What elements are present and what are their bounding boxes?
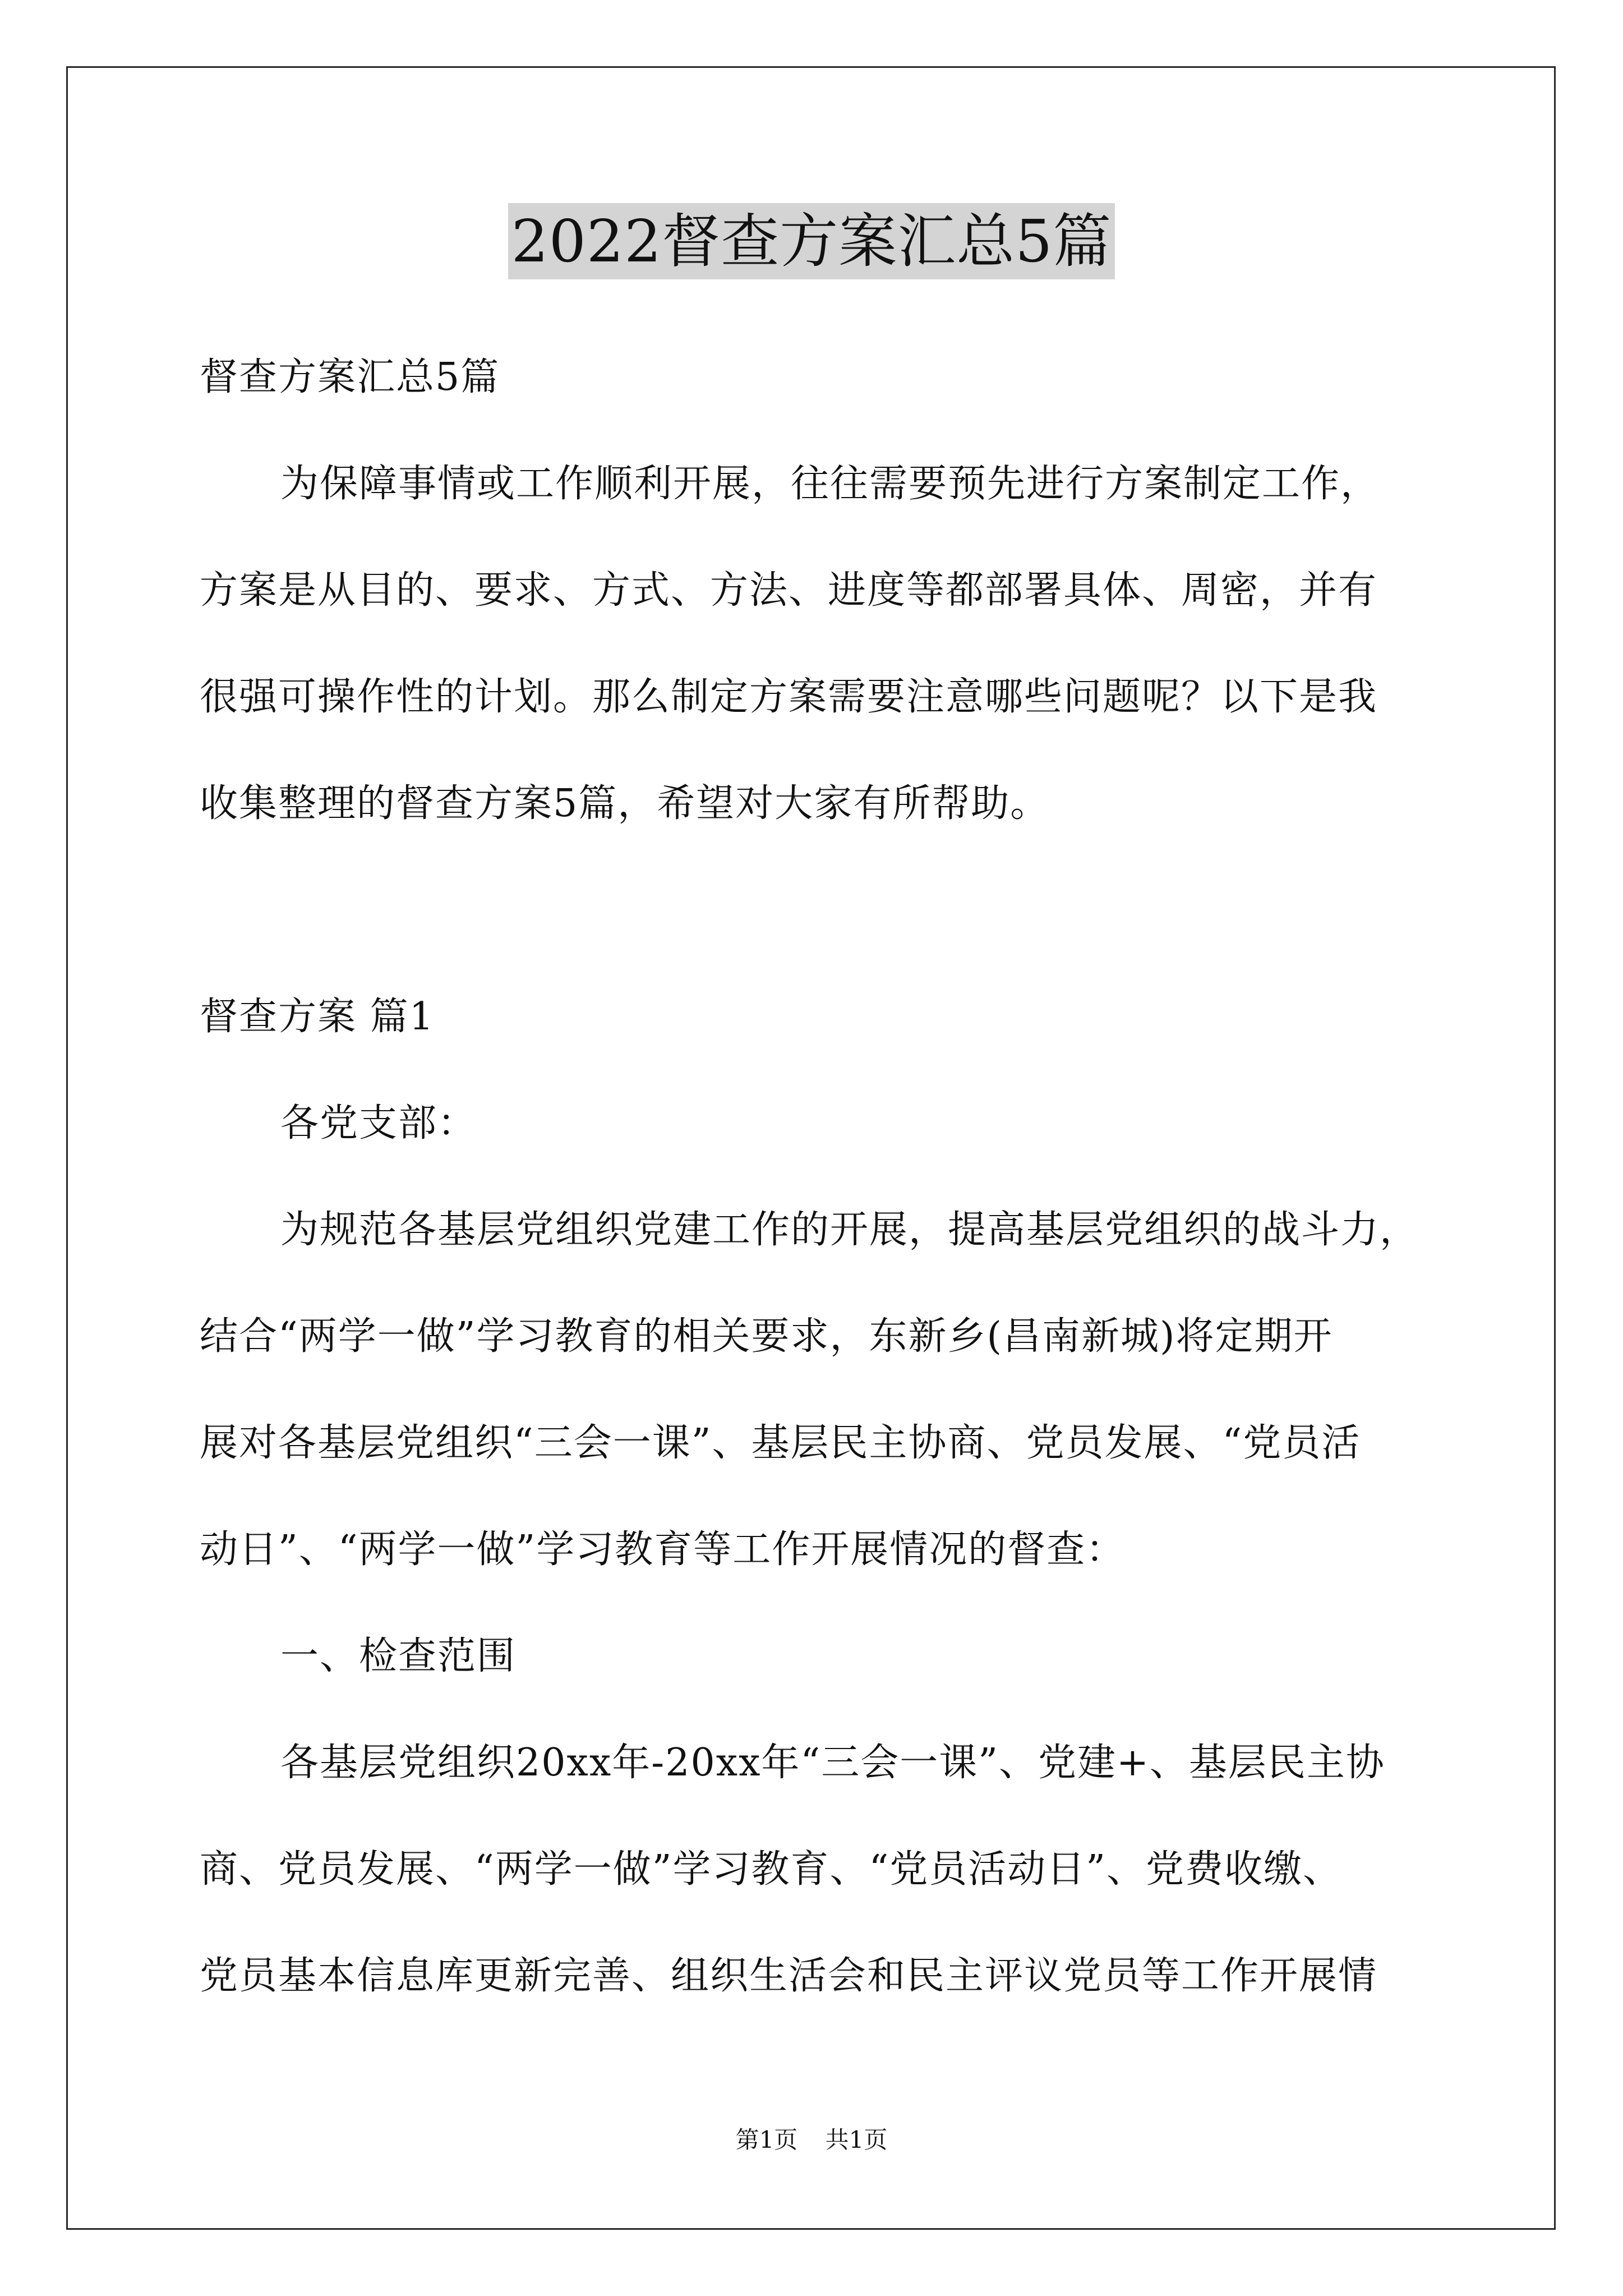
document-title: 2022督查方案汇总5篇 <box>508 203 1115 279</box>
paragraph-line: 方案是从目的、要求、方式、方法、进度等都部署具体、周密，并有 <box>200 568 1378 613</box>
paragraph-line: 各基层党组织20xx年-20xx年“三会一课”、党建+、基层民主协 <box>280 1741 1385 1785</box>
paragraph-line: 为保障事情或工作顺利开展，往往需要预先进行方案制定工作， <box>280 462 1380 506</box>
paragraph-line: 结合“两学一做”学习教育的相关要求，东新乡(昌南新城)将定期开 <box>200 1314 1333 1359</box>
paragraph-line: 动日”、“两学一做”学习教育等工作开展情况的督查： <box>200 1527 1126 1572</box>
paragraph-line: 各党支部： <box>280 1101 477 1145</box>
title-block <box>0 203 1623 279</box>
paragraph-line: 商、党员发展、“两学一做”学习教育、“党员活动日”、党费收缴、 <box>200 1847 1343 1892</box>
paragraph-line: 党员基本信息库更新完善、组织生活会和民主评议党员等工作开展情 <box>200 1954 1378 1998</box>
page-number: 第1页 <box>735 2126 798 2154</box>
paragraph-line: 为规范各基层党组织党建工作的开展，提高基层党组织的战斗力， <box>280 1208 1419 1252</box>
subsection-heading: 一、检查范围 <box>280 1634 517 1678</box>
paragraph-line: 很强可操作性的计划。那么制定方案需要注意哪些问题呢？以下是我 <box>200 675 1378 719</box>
subtitle-line: 督查方案汇总5篇 <box>200 355 500 399</box>
section-heading: 督查方案 篇1 <box>200 995 435 1039</box>
paragraph-line: 收集整理的督查方案5篇，希望对大家有所帮助。 <box>200 781 1050 826</box>
page-footer <box>0 2124 1623 2156</box>
page-total: 共1页 <box>825 2126 888 2154</box>
paragraph-line: 展对各基层党组织“三会一课”、基层民主协商、党员发展、“党员活 <box>200 1421 1361 1465</box>
